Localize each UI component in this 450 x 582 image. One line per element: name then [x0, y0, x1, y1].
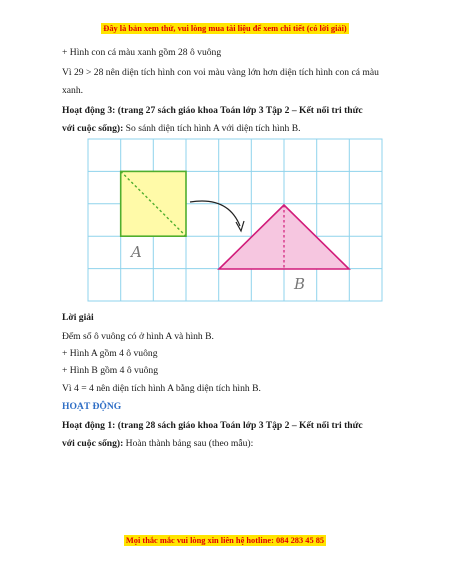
activity-1-task	[62, 437, 253, 450]
shape-b-label: B	[294, 275, 306, 293]
solution-title: Lời giải	[62, 312, 94, 323]
shape-a-label: A	[131, 243, 142, 261]
solution-line: + Hình A gồm 4 ô vuông	[62, 348, 158, 359]
activity-1-text: Hoàn thành bảng sau (theo mẫu):	[123, 438, 254, 449]
text-line: + Hình con cá màu xanh gồm 28 ô vuông	[62, 47, 222, 58]
transform-arrow	[190, 201, 240, 226]
activity-3-heading-cont: với cuộc sống):	[62, 123, 124, 134]
activity-1-heading-cont: với cuộc sống):	[62, 438, 124, 449]
solution-line: Vì 4 = 4 nên diện tích hình A bằng diện tích hình B.	[62, 383, 261, 394]
solution-line: + Hình B gồm 4 ô vuông	[62, 365, 159, 376]
section-heading: HOẠT ĐỘNG	[62, 401, 122, 412]
preview-notice-text: Đây là bản xem thử, vui lòng mua tài liệu để xem chi tiết (có lời giải)	[103, 24, 347, 33]
activity-3-heading: Hoạt động 3: (trang 27 sách giáo khoa Toán lớp 3 Tập 2 – Kết nối tri thức	[62, 105, 363, 116]
text-line: Vì 29 > 28 nên diện tích hình con voi màu vàng lớn hơn diện tích hình con cá màu	[62, 67, 379, 78]
footer-hotline	[0, 536, 450, 545]
text-line: xanh.	[62, 85, 84, 96]
activity-3-text: So sánh diện tích hình A với diện tích hình B.	[123, 123, 301, 134]
footer-hotline-text: Mọi thắc mắc vui lòng xin liên hệ hotline: 084 283 45 85	[125, 536, 325, 545]
solution-line: Đếm số ô vuông có ở hình A và hình B.	[62, 331, 214, 342]
activity-1-heading: Hoạt động 1: (trang 28 sách giáo khoa Toán lớp 3 Tập 2 – Kết nối tri thức	[62, 420, 363, 431]
